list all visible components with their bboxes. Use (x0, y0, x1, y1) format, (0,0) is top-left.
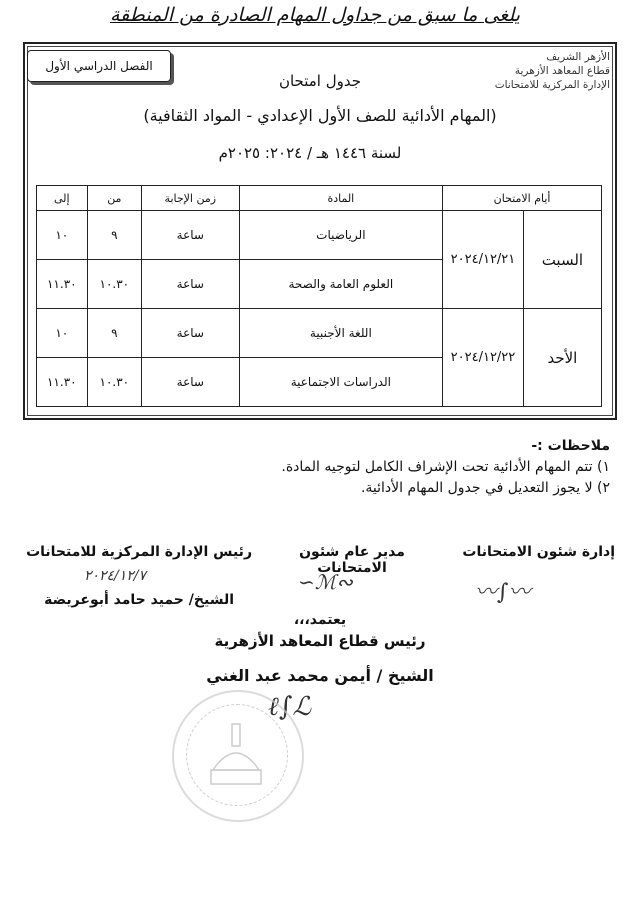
institution-line-1: الأزهر الشريف (546, 51, 610, 63)
notes-heading: ملاحظات :- (531, 438, 610, 454)
semester-label: الفصل الدراسي الأول (45, 59, 153, 73)
day-cell: الأحد (523, 309, 601, 407)
duration-cell: ساعة (142, 309, 239, 358)
signature-middle-title: مدير عام شئون الامتحانات (299, 544, 405, 576)
seal-dome-icon (205, 722, 267, 792)
subject-cell: اللغة الأجنبية (239, 309, 443, 358)
table-row (37, 309, 602, 358)
to-cell: ١١.٣٠ (37, 260, 88, 309)
note-item-2: ٢) لا يجوز التعديل في جدول المهام الأدائية. (360, 480, 610, 496)
signature-right-title: إدارة شئون الامتحانات (462, 544, 615, 560)
to-cell: ١٠ (37, 309, 88, 358)
handwritten-note: يلغى ما سبق من جداول المهام الصادرة من المنطقة (109, 4, 521, 26)
header-from: من (87, 186, 141, 211)
duration-cell: ساعة (142, 211, 239, 260)
approval-name: الشيخ / أيمن محمد عبد الغني (206, 666, 434, 685)
to-cell: ١٠ (37, 211, 88, 260)
institution-line-2: قطاع المعاهد الأزهرية (514, 65, 610, 77)
signature-left-date: ٢٠٢٤/١٢/٧ (83, 568, 147, 584)
page-title: جدول امتحان (278, 72, 362, 90)
header-to: إلى (37, 186, 88, 211)
from-cell: ٩ (87, 211, 141, 260)
header-days: أيام الامتحان (443, 186, 602, 211)
notes-section (230, 436, 610, 499)
subject-cell: الرياضيات (239, 211, 443, 260)
from-cell: ١٠.٣٠ (87, 260, 141, 309)
institution-header (438, 50, 610, 92)
subject-cell: العلوم العامة والصحة (239, 260, 443, 309)
date-cell: ٢٠٢٤/١٢/٢١ (443, 211, 524, 309)
signature-left-title: رئيس الإدارة المركزية للامتحانات (26, 544, 252, 560)
approval-signature-scribble: ℓ∫ℒ (268, 692, 312, 722)
duration-cell: ساعة (142, 358, 239, 407)
note-item-1: ١) تتم المهام الأدائية تحت الإشراف الكامل لتوجيه المادة. (281, 459, 610, 475)
day-cell: السبت (523, 211, 601, 309)
from-cell: ٩ (87, 309, 141, 358)
page-subtitle: (المهام الأدائية للصف الأول الإعدادي - المواد الثقافية) (143, 106, 497, 125)
semester-box (27, 50, 171, 82)
table-header-row (37, 186, 602, 211)
approval-label: يعتمد،،، (293, 612, 347, 628)
signature-left-name: الشيخ/ حميد حامد أبوعريضة (44, 592, 234, 608)
duration-cell: ساعة (142, 260, 239, 309)
date-cell: ٢٠٢٤/١٢/٢٢ (443, 309, 524, 407)
to-cell: ١١.٣٠ (37, 358, 88, 407)
institution-line-3: الإدارة المركزية للامتحانات (494, 79, 610, 91)
from-cell: ١٠.٣٠ (87, 358, 141, 407)
header-duration: زمن الإجابة (142, 186, 239, 211)
signature-middle-scribble: ∽ℳ∾ (298, 570, 353, 594)
exam-schedule-table (36, 185, 602, 407)
subject-cell: الدراسات الاجتماعية (239, 358, 443, 407)
academic-year: لسنة ١٤٤٦ هـ / ٢٠٢٤: ٢٠٢٥م (218, 144, 402, 162)
signature-right-scribble: 〰∫〰 (475, 580, 531, 605)
header-subject: المادة (239, 186, 443, 211)
table-row (37, 211, 602, 260)
approval-title: رئيس قطاع المعاهد الأزهرية (214, 632, 426, 650)
